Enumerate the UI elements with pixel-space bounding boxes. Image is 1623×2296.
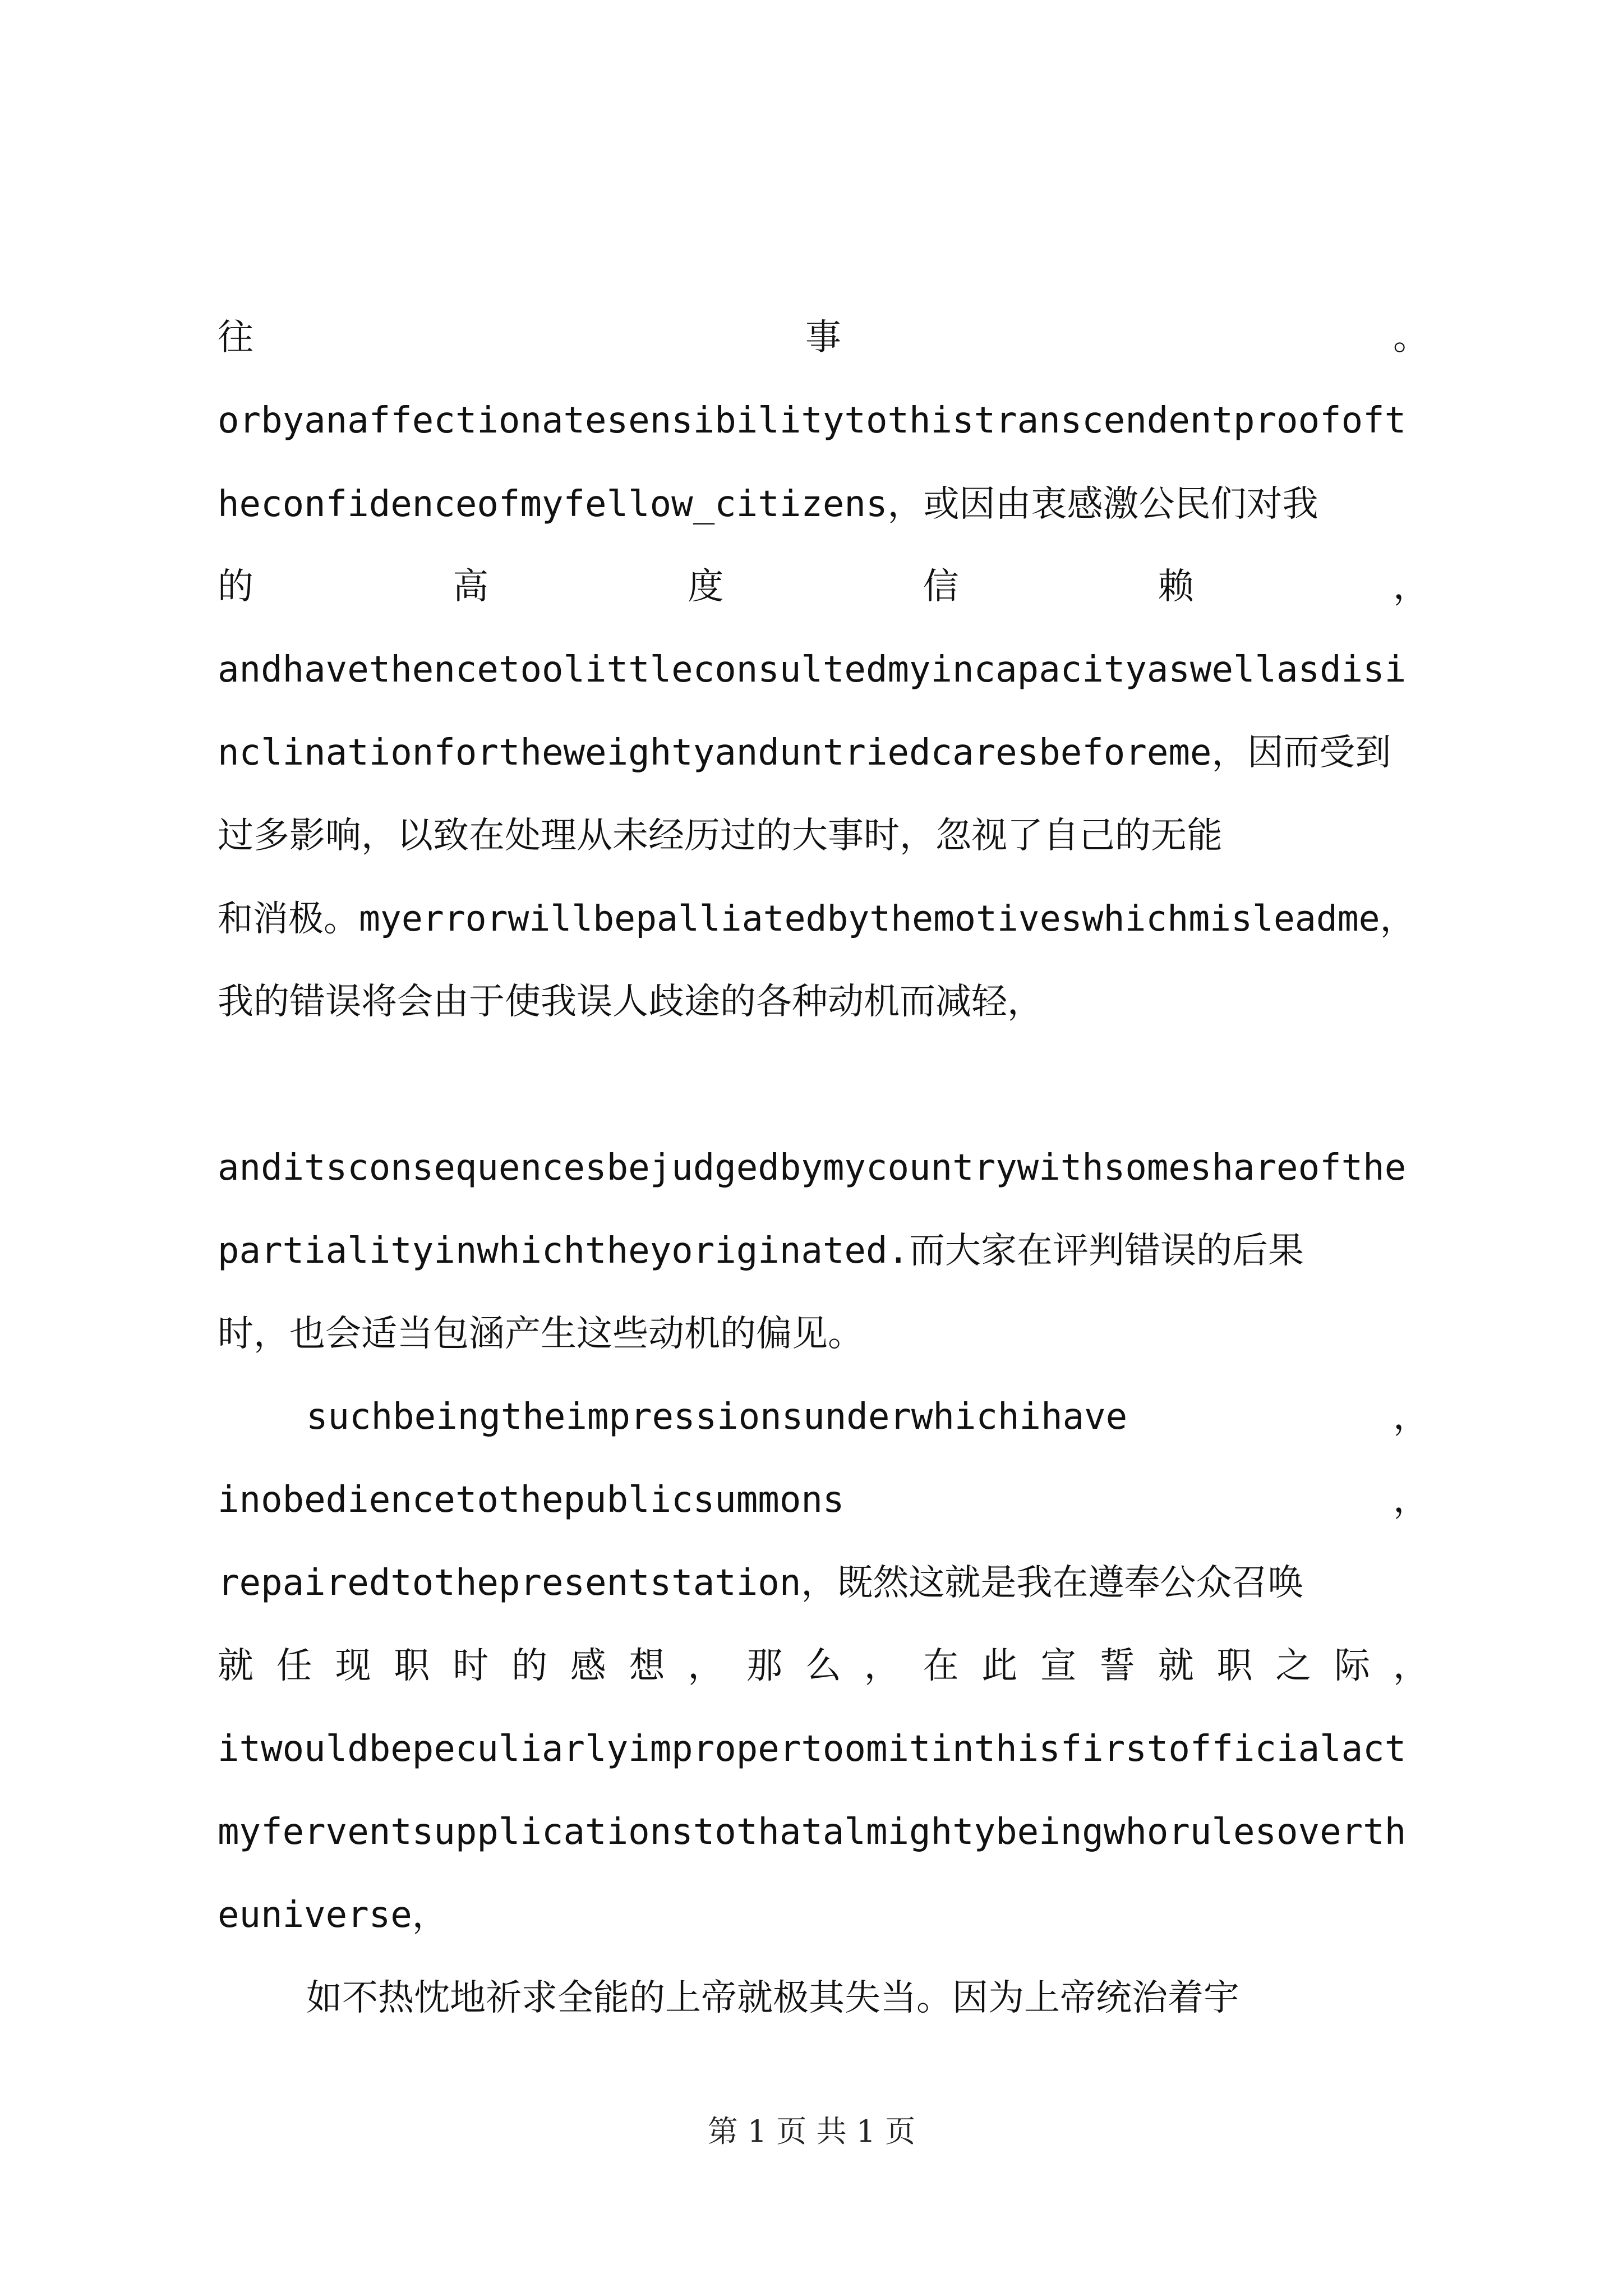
line-14-punct: ， bbox=[1393, 1479, 1429, 1521]
line-13-punct: ， bbox=[1393, 1396, 1429, 1438]
text-line-20: 如不热忱地祈求全能的上帝就极其失当。因为上帝统治着宇 bbox=[306, 1977, 1239, 2019]
line-16-char: 就 bbox=[1158, 1645, 1194, 1687]
text-line-2: orbyanaffectionatesensibilitytothistranscendentproofoft bbox=[218, 400, 1407, 441]
text-line-14 bbox=[218, 1469, 1429, 1531]
line-16-char: 时 bbox=[453, 1645, 489, 1687]
text-line-11: partialityinwhichtheyoriginated.而大家在评判错误的后果 bbox=[218, 1230, 1304, 1272]
line-16-char: 职 bbox=[394, 1645, 430, 1687]
line-16-char: 感 bbox=[570, 1645, 606, 1687]
line-4-char-1: 的 bbox=[218, 566, 253, 608]
line-4-char-3: 度 bbox=[688, 566, 724, 608]
line-1-char-1: 往 bbox=[218, 317, 253, 358]
line-16-char: 际 bbox=[1334, 1645, 1371, 1687]
line-13-text: suchbeingtheimpressionsunderwhichihave bbox=[306, 1396, 1128, 1438]
text-line-3: heconfidenceofmyfellow_citizens，或因由衷感激公民们对我 bbox=[218, 484, 1318, 525]
text-line-7: 过多影响，以致在处理从未经历过的大事时，忽视了自己的无能 bbox=[218, 815, 1223, 857]
line-16-char: 在 bbox=[923, 1645, 959, 1687]
text-line-19: euniverse， bbox=[218, 1894, 448, 1936]
line-16-char: ， bbox=[1393, 1645, 1429, 1687]
text-line-1 bbox=[218, 307, 1429, 369]
text-line-9: 我的错误将会由于使我误人歧途的各种动机而减轻， bbox=[218, 981, 1043, 1023]
text-line-10: anditsconsequencesbejudgedbymycountrywithsomeshareofthe bbox=[218, 1147, 1407, 1189]
line-4-char-6: ， bbox=[1393, 566, 1429, 608]
line-16-char: 就 bbox=[218, 1645, 253, 1687]
text-line-8: 和消极。myerrorwillbepalliatedbythemotiveswhichmisleadme， bbox=[218, 898, 1415, 939]
line-1-char-2: 事 bbox=[805, 317, 841, 358]
line-16-char: 那 bbox=[746, 1645, 783, 1687]
text-line-15: repairedtothepresentstation，既然这就是我在遵奉公众召唤 bbox=[218, 1562, 1304, 1604]
text-line-18: myferventsupplicationstothatalmightybeingwhorulesoverth bbox=[218, 1811, 1407, 1853]
line-16-char: 的 bbox=[511, 1645, 547, 1687]
line-16-char: 此 bbox=[981, 1645, 1018, 1687]
line-1-char-3: 。 bbox=[1393, 317, 1429, 358]
line-16-char: 任 bbox=[276, 1645, 312, 1687]
line-4-char-4: 信 bbox=[923, 566, 959, 608]
text-line-4 bbox=[218, 556, 1429, 618]
line-14-text: inobediencetothepublicsummons bbox=[218, 1479, 845, 1521]
text-line-6: nclinationfortheweightyanduntriedcaresbeforeme，因而受到 bbox=[218, 732, 1391, 774]
line-16-char: 宣 bbox=[1040, 1645, 1077, 1687]
line-16-char: 现 bbox=[335, 1645, 371, 1687]
line-4-char-2: 高 bbox=[453, 566, 489, 608]
page-number-footer: 第 1 页 共 1 页 bbox=[707, 2114, 916, 2149]
line-16-char: 之 bbox=[1275, 1645, 1312, 1687]
text-line-12: 时，也会适当包涵产生这些动机的偏见。 bbox=[218, 1313, 864, 1355]
line-16-char: 职 bbox=[1216, 1645, 1253, 1687]
line-16-char: 么 bbox=[805, 1645, 841, 1687]
text-line-5: andhavethencetoolittleconsultedmyincapacityaswellasdisi bbox=[218, 649, 1407, 691]
line-16-char: ， bbox=[688, 1645, 724, 1687]
text-line-13 bbox=[306, 1386, 1429, 1448]
line-4-char-5: 赖 bbox=[1158, 566, 1194, 608]
line-16-char: 誓 bbox=[1099, 1645, 1135, 1687]
line-16-char: 想 bbox=[629, 1645, 665, 1687]
line-16-char: ， bbox=[864, 1645, 900, 1687]
text-line-17: itwouldbepeculiarlyimpropertoomitinthisfirstofficialact bbox=[218, 1728, 1407, 1770]
text-line-16 bbox=[218, 1635, 1429, 1697]
